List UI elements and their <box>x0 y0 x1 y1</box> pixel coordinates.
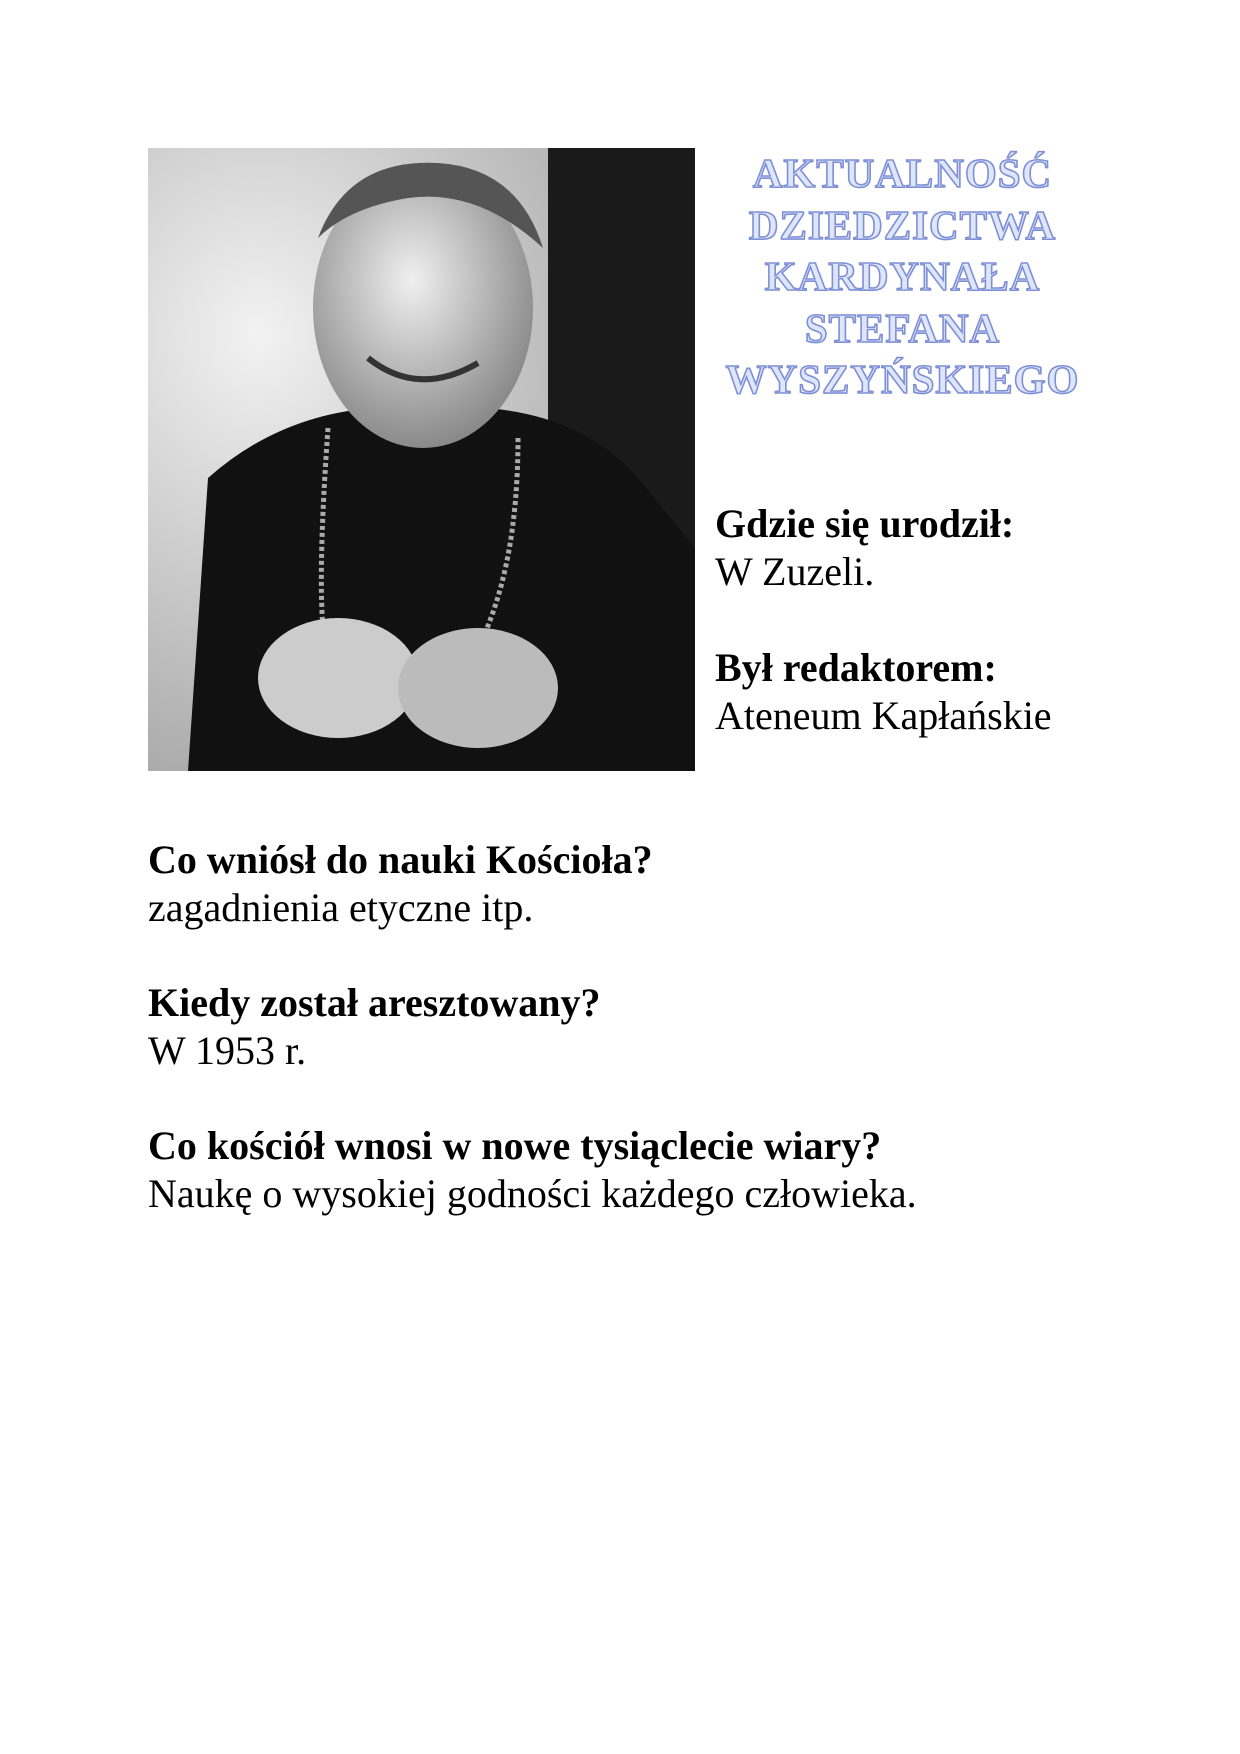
qa-arrest <box>148 979 601 1075</box>
title-line: WYSZYŃSKIEGO <box>725 356 1080 402</box>
qa-editor <box>715 644 1052 740</box>
qa-birthplace <box>715 500 1014 596</box>
answer: Naukę o wysokiej godności każdego człowieka. <box>148 1171 917 1216</box>
qa-contribution <box>148 836 653 932</box>
answer: zagadnienia etyczne itp. <box>148 885 534 930</box>
answer: W Zuzeli. <box>715 549 875 594</box>
title-line: KARDYNAŁA <box>764 253 1041 299</box>
question: Gdzie się urodził: <box>715 501 1015 546</box>
answer: W 1953 r. <box>148 1028 307 1073</box>
document-title <box>705 148 1100 406</box>
title-line: DZIEDZICTWA <box>748 201 1057 248</box>
qa-millennium <box>148 1122 917 1218</box>
question: Był redaktorem: <box>715 645 997 690</box>
question: Kiedy został aresztowany? <box>148 980 601 1025</box>
question: Co wniósł do nauki Kościoła? <box>148 837 653 882</box>
title-line: STEFANA <box>804 304 1001 351</box>
question: Co kościół wnosi w nowe tysiąclecie wiary? <box>148 1123 882 1168</box>
answer: Ateneum Kapłańskie <box>715 693 1052 738</box>
portrait-photo <box>148 148 695 771</box>
title-line: AKTUALNOŚĆ <box>752 150 1053 196</box>
